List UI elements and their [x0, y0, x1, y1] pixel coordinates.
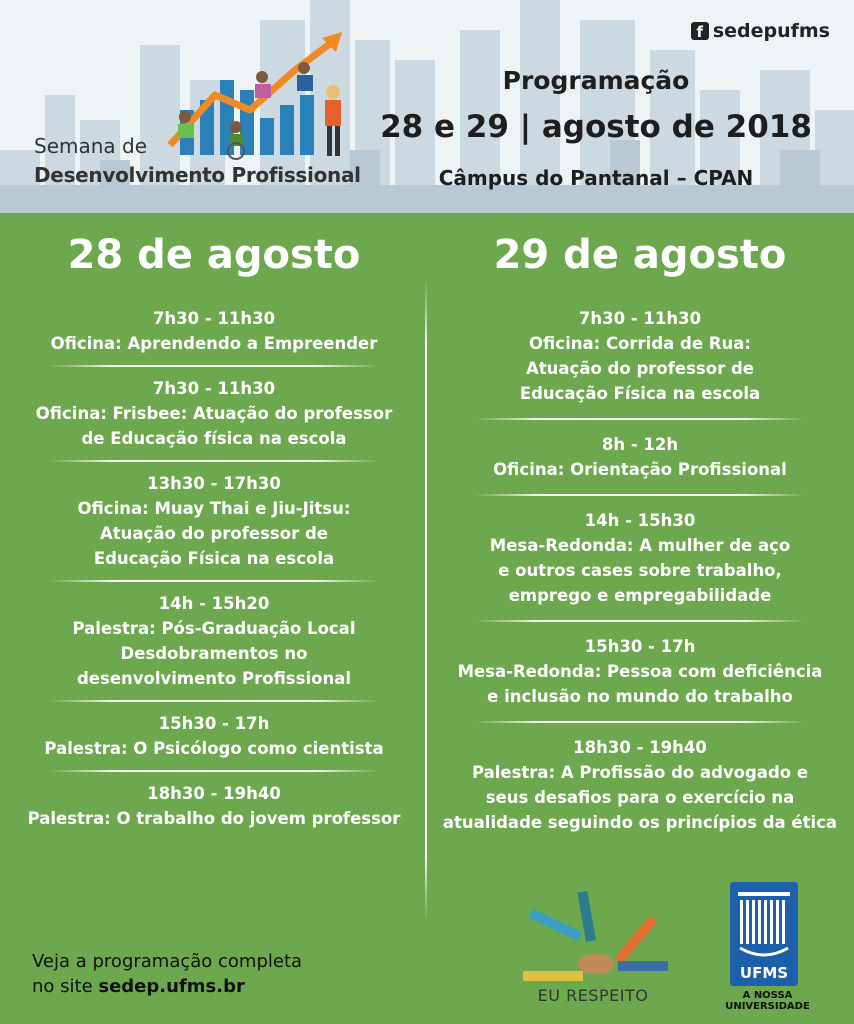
schedule-description-line: Atuação do professor de: [526, 359, 754, 378]
schedule-description-line: Oficina: Aprendendo a Empreender: [50, 334, 378, 353]
facebook-handle[interactable]: [691, 20, 830, 42]
program-title: Programação: [502, 66, 690, 95]
schedule-item: [16, 781, 412, 831]
schedule-time: 13h30 - 17h30: [147, 474, 281, 493]
facebook-handle-text: sedepufms: [712, 20, 830, 42]
schedule-separator: [475, 494, 805, 496]
schedule-item: [16, 376, 412, 451]
ufms-building-icon: [730, 882, 798, 986]
schedule-time: 15h30 - 17h: [584, 637, 696, 656]
schedule-separator: [475, 721, 805, 723]
schedule-separator: [475, 418, 805, 420]
schedule-description-line: Oficina: Corrida de Rua:: [529, 334, 751, 353]
schedule-separator: [49, 700, 379, 702]
schedule-separator: [475, 620, 805, 622]
schedule-item: [16, 306, 412, 356]
schedule-time: 8h - 12h: [601, 435, 679, 454]
day2-title: 29 de agosto: [493, 232, 787, 278]
ufms-tagline: A NOSSA UNIVERSIDADE: [725, 990, 810, 1012]
footer-line2: [32, 974, 302, 999]
day2-schedule: [440, 306, 840, 835]
schedule-time: 7h30 - 11h30: [152, 309, 276, 328]
schedule-item: [440, 306, 840, 406]
schedule-time: 15h30 - 17h: [158, 714, 270, 733]
schedule-time: 18h30 - 19h40: [573, 738, 707, 757]
schedule-description-line: e inclusão no mundo do trabalho: [487, 687, 793, 706]
schedule-description-line: Palestra: O trabalho do jovem professor: [27, 809, 401, 828]
schedule-item: [440, 735, 840, 835]
schedule-description-line: Mesa-Redonda: Pessoa com deficiência: [457, 662, 823, 681]
schedule-description-line: Educação Física na escola: [519, 384, 761, 403]
schedule-description-line: atualidade seguindo os princípios da ética: [442, 813, 838, 832]
schedule-description-line: Atuação do professor de: [100, 524, 328, 543]
schedule-item: [16, 471, 412, 571]
schedule-description-line: e outros cases sobre trabalho,: [498, 561, 782, 580]
schedule-description-line: Oficina: Frisbee: Atuação do professor: [35, 404, 393, 423]
schedule-time: 18h30 - 19h40: [147, 784, 281, 803]
schedule-time: 7h30 - 11h30: [152, 379, 276, 398]
schedule-separator: [49, 365, 379, 367]
facebook-icon: f: [691, 22, 709, 40]
schedule-separator: [49, 770, 379, 772]
schedule-item: [16, 711, 412, 761]
schedule-description-line: emprego e empregabilidade: [508, 586, 772, 605]
schedule-description-line: de Educação física na escola: [81, 429, 347, 448]
schedule-description-line: desenvolvimento Profissional: [77, 669, 351, 688]
eu-respeito-label: EU RESPEITO: [537, 986, 649, 1005]
program-dates: 28 e 29 | agosto de 2018: [380, 109, 812, 145]
footer-site-link[interactable]: sedep.ufms.br: [98, 976, 245, 997]
schedule-description-line: Palestra: Pós-Graduação Local: [72, 619, 356, 638]
ufms-logo-text: UFMS: [739, 964, 789, 982]
header: [0, 0, 854, 213]
schedule-item: [440, 634, 840, 709]
schedule-description-line: Educação Física na escola: [93, 549, 335, 568]
footer-note: [32, 949, 302, 999]
schedule-separator: [49, 580, 379, 582]
footer-line1: Veja a programação completa: [32, 951, 303, 972]
event-name-line2: Desenvolvimento Profissional: [34, 163, 361, 187]
event-name-line1: Semana de: [34, 134, 148, 158]
day1-schedule: [16, 306, 412, 831]
schedule-description-line: Oficina: Orientação Profissional: [493, 460, 787, 479]
schedule-time: 7h30 - 11h30: [578, 309, 702, 328]
schedule-description-line: Palestra: A Profissão do advogado e: [471, 763, 809, 782]
schedule-description-line: Mesa-Redonda: A mulher de aço: [489, 536, 791, 555]
schedule-description-line: Oficina: Muay Thai e Jiu-Jitsu:: [77, 499, 351, 518]
schedule-time: 14h - 15h30: [584, 511, 696, 530]
schedule-item: [440, 508, 840, 608]
schedule-separator: [49, 460, 379, 462]
schedule-time: 14h - 15h20: [158, 594, 270, 613]
schedule-description-line: Palestra: O Psicólogo como cientista: [44, 739, 384, 758]
day1-title: 28 de agosto: [67, 232, 361, 278]
schedule-item: [16, 591, 412, 691]
footer-prefix: no site: [32, 976, 99, 997]
ufms-logo: [730, 882, 798, 986]
column-divider: [425, 280, 427, 920]
schedule-item: [440, 432, 840, 482]
schedule-description-line: Desdobramentos no: [120, 644, 308, 663]
program-campus: Câmpus do Pantanal – CPAN: [438, 166, 754, 190]
schedule-description-line: seus desafios para o exercício na: [485, 788, 795, 807]
